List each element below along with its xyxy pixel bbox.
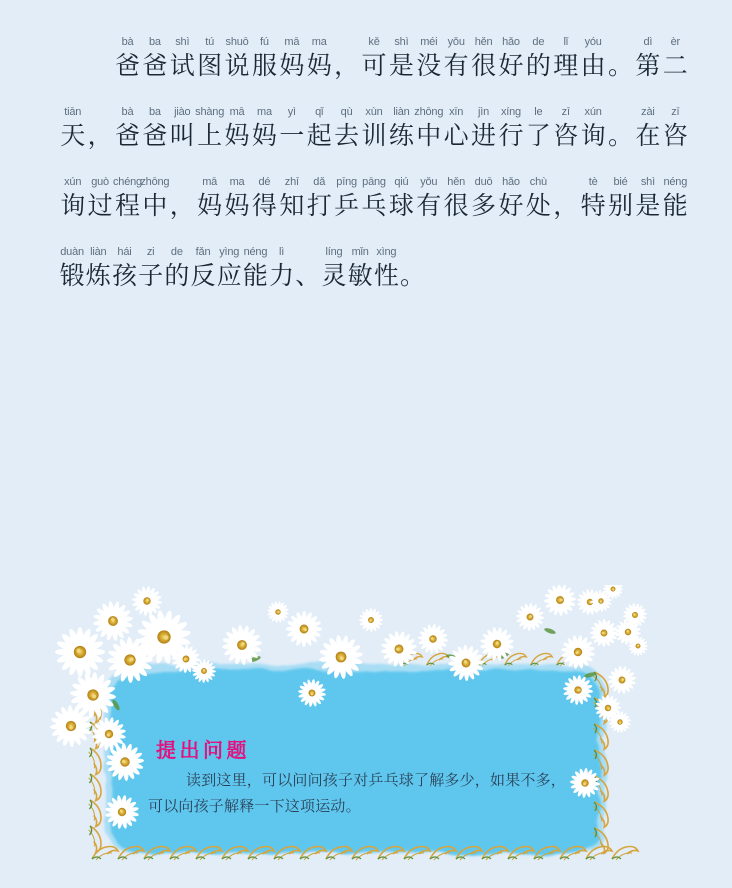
pinyin-annotation: pāng bbox=[362, 176, 386, 188]
hanzi-character: 进 bbox=[471, 123, 497, 150]
pinyin-annotation: zài bbox=[641, 106, 655, 118]
pinyin-annotation: zhī bbox=[284, 176, 299, 188]
syllable-column bbox=[497, 176, 524, 225]
daisy-flower bbox=[605, 663, 639, 697]
hanzi-character: 妈 bbox=[224, 123, 250, 150]
hanzi-character: 可 bbox=[361, 53, 387, 80]
pinyin-annotation: hěn bbox=[447, 176, 466, 188]
pinyin-annotation: shì bbox=[394, 36, 409, 48]
syllable-column bbox=[662, 106, 689, 155]
pinyin-annotation: ma bbox=[256, 106, 272, 118]
pinyin-annotation: guò bbox=[91, 176, 109, 188]
hanzi-character: 起 bbox=[306, 123, 332, 150]
pinyin-annotation: xùn bbox=[365, 106, 383, 118]
syllable-column bbox=[415, 176, 442, 225]
hanzi-character: 说 bbox=[224, 53, 250, 80]
pinyin-annotation: mǐn bbox=[351, 246, 369, 258]
pinyin-annotation: ba bbox=[148, 106, 161, 118]
pinyin-annotation: néng bbox=[663, 176, 688, 188]
syllable-column bbox=[415, 106, 442, 155]
hanzi-character: 乒 bbox=[334, 193, 360, 220]
pinyin-annotation: méi bbox=[420, 36, 438, 48]
reading-text bbox=[59, 36, 699, 316]
hanzi-character: 爸 bbox=[114, 53, 140, 80]
hanzi-character: ， bbox=[87, 123, 113, 150]
hanzi-character: 子 bbox=[138, 263, 164, 290]
syllable-column bbox=[114, 36, 141, 85]
hanzi-character: 敏 bbox=[347, 263, 373, 290]
hanzi-character: 力 bbox=[269, 263, 295, 290]
hanzi-character: 有 bbox=[416, 193, 442, 220]
question-box-body bbox=[148, 768, 578, 820]
hanzi-character: 在 bbox=[635, 123, 661, 150]
syllable-column bbox=[399, 246, 425, 295]
pinyin-annotation: xìng bbox=[376, 246, 397, 258]
syllable-column bbox=[59, 246, 85, 295]
hanzi-character: 咨 bbox=[553, 123, 579, 150]
hanzi-character: 球 bbox=[388, 193, 414, 220]
syllable-column bbox=[190, 246, 216, 295]
syllable-column bbox=[141, 176, 168, 225]
hanzi-character: 多 bbox=[471, 193, 497, 220]
hanzi-character: 由 bbox=[580, 53, 606, 80]
hanzi-character: 程 bbox=[114, 193, 140, 220]
pinyin-annotation: qiú bbox=[394, 176, 409, 188]
syllable-column bbox=[138, 246, 164, 295]
hanzi-character: ， bbox=[169, 193, 195, 220]
pinyin-annotation: zī bbox=[561, 106, 570, 118]
pinyin-annotation: mā bbox=[284, 36, 300, 48]
syllable-column bbox=[607, 176, 634, 225]
pinyin-annotation: xíng bbox=[500, 106, 521, 118]
pinyin-annotation: pīng bbox=[336, 176, 357, 188]
hanzi-character: 服 bbox=[251, 53, 277, 80]
hanzi-character: 炼 bbox=[85, 263, 111, 290]
hanzi-character: 妈 bbox=[224, 193, 250, 220]
daisy-flower bbox=[515, 602, 545, 632]
pinyin-annotation: tè bbox=[588, 176, 598, 188]
syllable-column bbox=[470, 36, 497, 85]
syllable-column bbox=[321, 246, 347, 295]
hanzi-character: 锻 bbox=[59, 263, 85, 290]
hanzi-character: 叫 bbox=[169, 123, 195, 150]
pinyin-annotation: yǒu bbox=[447, 36, 465, 48]
pinyin-annotation: dǎ bbox=[313, 176, 326, 188]
syllable-column bbox=[470, 176, 497, 225]
daisy-flower bbox=[55, 627, 105, 677]
pinyin-annotation: liàn bbox=[393, 106, 410, 118]
hanzi-character: 了 bbox=[525, 123, 551, 150]
pinyin-annotation: yì bbox=[287, 106, 296, 118]
syllable-column bbox=[196, 36, 223, 85]
pinyin-annotation: hǎo bbox=[502, 176, 520, 188]
hanzi-character: 中 bbox=[142, 193, 168, 220]
hanzi-character: 别 bbox=[608, 193, 634, 220]
syllable-column bbox=[251, 176, 278, 225]
hanzi-character: 妈 bbox=[251, 123, 277, 150]
daisy-flower bbox=[359, 608, 383, 632]
hanzi-character: 心 bbox=[443, 123, 469, 150]
pinyin-annotation: ma bbox=[229, 176, 245, 188]
question-box-body-line: 可以向孩子解释一下这项运动。 bbox=[148, 798, 361, 815]
syllable-column bbox=[196, 176, 223, 225]
hanzi-character: 第 bbox=[635, 53, 661, 80]
hanzi-character: 上 bbox=[197, 123, 223, 150]
pinyin-annotation: bié bbox=[613, 176, 628, 188]
syllable-column bbox=[223, 106, 250, 155]
syllable-column bbox=[415, 36, 442, 85]
hanzi-character: 过 bbox=[87, 193, 113, 220]
syllable-column bbox=[470, 106, 497, 155]
pinyin-annotation: shuō bbox=[225, 36, 249, 48]
pinyin-annotation: lì bbox=[279, 246, 285, 258]
hanzi-character: 询 bbox=[60, 193, 86, 220]
syllable-column bbox=[634, 106, 661, 155]
pinyin-annotation: de bbox=[170, 246, 183, 258]
hanzi-character: 能 bbox=[662, 193, 688, 220]
hanzi-character: 询 bbox=[580, 123, 606, 150]
text-line bbox=[59, 36, 699, 85]
pinyin-annotation: lǐ bbox=[563, 36, 568, 48]
syllable-column bbox=[552, 36, 579, 85]
syllable-column bbox=[360, 176, 387, 225]
pinyin-annotation: jiào bbox=[174, 106, 191, 118]
syllable-column bbox=[373, 246, 399, 295]
syllable-column bbox=[388, 176, 415, 225]
syllable-column bbox=[251, 106, 278, 155]
hanzi-character: 很 bbox=[443, 193, 469, 220]
hanzi-character: 能 bbox=[242, 263, 268, 290]
hanzi-character: 知 bbox=[279, 193, 305, 220]
syllable-column bbox=[306, 176, 333, 225]
pinyin-annotation: chéng bbox=[112, 176, 142, 188]
pinyin-annotation: tiān bbox=[64, 106, 82, 118]
syllable-column bbox=[333, 36, 360, 85]
hanzi-character: 试 bbox=[169, 53, 195, 80]
hanzi-character: 去 bbox=[334, 123, 360, 150]
pinyin-annotation: qǐ bbox=[315, 106, 324, 118]
syllable-column bbox=[306, 36, 333, 85]
pinyin-annotation: mā bbox=[202, 176, 218, 188]
hanzi-character: 有 bbox=[443, 53, 469, 80]
pinyin-annotation: bà bbox=[121, 106, 134, 118]
syllable-column bbox=[388, 106, 415, 155]
hanzi-character: ， bbox=[553, 193, 579, 220]
hanzi-character: 孩 bbox=[111, 263, 137, 290]
hanzi-character: 应 bbox=[216, 263, 242, 290]
hanzi-character: 爸 bbox=[114, 123, 140, 150]
syllable-column bbox=[164, 246, 190, 295]
pinyin-annotation: duō bbox=[474, 176, 493, 188]
hanzi-character: 中 bbox=[416, 123, 442, 150]
pinyin-annotation: dì bbox=[643, 36, 653, 48]
daisy-flower bbox=[220, 623, 264, 667]
question-box-body-line: 读到这里，可以问问孩子对乒乓球了解多少，如果不多， bbox=[186, 772, 567, 789]
hanzi-character: 性 bbox=[373, 263, 399, 290]
syllable-column bbox=[141, 106, 168, 155]
pinyin-annotation: shì bbox=[175, 36, 190, 48]
hanzi-character: 特 bbox=[580, 193, 606, 220]
hanzi-character: 。 bbox=[608, 53, 634, 80]
syllable-column bbox=[552, 176, 579, 225]
syllable-column bbox=[251, 36, 278, 85]
pinyin-annotation: yóu bbox=[584, 36, 602, 48]
hanzi-character: 好 bbox=[498, 53, 524, 80]
pinyin-annotation: bà bbox=[121, 36, 134, 48]
hanzi-character: 的 bbox=[164, 263, 190, 290]
pinyin-annotation: chù bbox=[529, 176, 547, 188]
syllable-column bbox=[388, 36, 415, 85]
hanzi-character: 。 bbox=[608, 123, 634, 150]
syllable-column bbox=[114, 176, 141, 225]
syllable-column bbox=[634, 36, 661, 85]
syllable-column bbox=[169, 176, 196, 225]
hanzi-character: 是 bbox=[388, 53, 414, 80]
pinyin-annotation: dé bbox=[258, 176, 271, 188]
pinyin-annotation: zhōng bbox=[414, 106, 444, 118]
hanzi-character: 乓 bbox=[361, 193, 387, 220]
paragraph-indent bbox=[59, 36, 114, 85]
pinyin-annotation: èr bbox=[670, 36, 680, 48]
pinyin-annotation: xún bbox=[584, 106, 602, 118]
syllable-column bbox=[216, 246, 242, 295]
syllable-column bbox=[306, 106, 333, 155]
text-line bbox=[59, 106, 699, 155]
syllable-column bbox=[579, 176, 606, 225]
syllable-column bbox=[525, 106, 552, 155]
syllable-column bbox=[360, 36, 387, 85]
pinyin-annotation: fǎn bbox=[195, 246, 211, 258]
hanzi-character: 咨 bbox=[662, 123, 688, 150]
daisy-flower bbox=[414, 620, 451, 657]
hanzi-character: 妈 bbox=[306, 53, 332, 80]
syllable-column bbox=[169, 106, 196, 155]
syllable-column bbox=[223, 36, 250, 85]
syllable-column bbox=[85, 246, 111, 295]
pinyin-annotation: kě bbox=[368, 36, 380, 48]
syllable-column bbox=[169, 36, 196, 85]
pinyin-annotation: le bbox=[534, 106, 543, 118]
syllable-column bbox=[497, 106, 524, 155]
hanzi-character: 。 bbox=[400, 263, 426, 290]
hanzi-character: 行 bbox=[498, 123, 524, 150]
syllable-column bbox=[59, 176, 86, 225]
syllable-column bbox=[333, 176, 360, 225]
hanzi-character: 练 bbox=[388, 123, 414, 150]
syllable-column bbox=[278, 36, 305, 85]
hanzi-character: 妈 bbox=[279, 53, 305, 80]
syllable-column bbox=[242, 246, 268, 295]
pinyin-annotation: mā bbox=[229, 106, 245, 118]
syllable-column bbox=[86, 176, 113, 225]
syllable-column bbox=[141, 36, 168, 85]
hanzi-character: 理 bbox=[553, 53, 579, 80]
pinyin-annotation: ba bbox=[148, 36, 161, 48]
syllable-column bbox=[525, 36, 552, 85]
hanzi-character: 爸 bbox=[142, 123, 168, 150]
pinyin-annotation: zi bbox=[146, 246, 155, 258]
pinyin-annotation: de bbox=[532, 36, 545, 48]
pinyin-annotation: líng bbox=[325, 246, 343, 258]
hanzi-character: 天 bbox=[60, 123, 86, 150]
pinyin-annotation: néng bbox=[243, 246, 268, 258]
hanzi-character: 得 bbox=[251, 193, 277, 220]
daisy-flower bbox=[537, 585, 582, 623]
pinyin-annotation: yǒu bbox=[420, 176, 438, 188]
pinyin-annotation: xún bbox=[64, 176, 82, 188]
syllable-column bbox=[196, 106, 223, 155]
text-line bbox=[59, 176, 699, 225]
pinyin-annotation: yìng bbox=[219, 246, 240, 258]
daisy-flower bbox=[584, 613, 624, 653]
hanzi-character: 是 bbox=[635, 193, 661, 220]
hanzi-character: 反 bbox=[190, 263, 216, 290]
hanzi-character: 图 bbox=[197, 53, 223, 80]
syllable-column bbox=[278, 106, 305, 155]
pinyin-annotation: qù bbox=[340, 106, 353, 118]
syllable-column bbox=[360, 106, 387, 155]
syllable-column bbox=[442, 176, 469, 225]
pinyin-annotation: ma bbox=[311, 36, 327, 48]
hanzi-character: 处 bbox=[525, 193, 551, 220]
hanzi-character: 的 bbox=[525, 53, 551, 80]
pinyin-annotation: duàn bbox=[60, 246, 84, 258]
syllable-column bbox=[86, 106, 113, 155]
syllable-column bbox=[497, 36, 524, 85]
syllable-column bbox=[552, 106, 579, 155]
hanzi-character: 好 bbox=[498, 193, 524, 220]
pinyin-annotation: jìn bbox=[478, 106, 490, 118]
syllable-column bbox=[607, 106, 634, 155]
syllable-column bbox=[525, 176, 552, 225]
pinyin-annotation: tú bbox=[205, 36, 215, 48]
syllable-column bbox=[579, 36, 606, 85]
syllable-column bbox=[662, 176, 689, 225]
hanzi-character: 打 bbox=[306, 193, 332, 220]
syllable-column bbox=[59, 106, 86, 155]
question-box bbox=[50, 585, 690, 888]
hanzi-character: 二 bbox=[662, 53, 688, 80]
pinyin-annotation: hái bbox=[117, 246, 132, 258]
syllable-column bbox=[223, 176, 250, 225]
syllable-column bbox=[269, 246, 295, 295]
hanzi-character: 没 bbox=[416, 53, 442, 80]
hanzi-character: ， bbox=[334, 53, 360, 80]
syllable-column bbox=[579, 106, 606, 155]
question-box-title: 提出问题 bbox=[156, 740, 250, 762]
hanzi-character: 一 bbox=[279, 123, 305, 150]
hanzi-character: 灵 bbox=[321, 263, 347, 290]
hanzi-character: 妈 bbox=[197, 193, 223, 220]
pinyin-annotation: zī bbox=[671, 106, 680, 118]
syllable-column bbox=[634, 176, 661, 225]
syllable-column bbox=[278, 176, 305, 225]
pinyin-annotation: shàng bbox=[195, 106, 225, 118]
text-line bbox=[59, 246, 699, 295]
hanzi-character: 、 bbox=[295, 263, 321, 290]
syllable-column bbox=[662, 36, 689, 85]
pinyin-annotation: hǎo bbox=[502, 36, 520, 48]
syllable-column bbox=[607, 36, 634, 85]
syllable-column bbox=[333, 106, 360, 155]
pinyin-annotation: fú bbox=[260, 36, 269, 48]
syllable-column bbox=[442, 106, 469, 155]
pinyin-annotation: hěn bbox=[474, 36, 493, 48]
pinyin-annotation: shì bbox=[640, 176, 655, 188]
hanzi-character: 训 bbox=[361, 123, 387, 150]
syllable-column bbox=[114, 106, 141, 155]
pinyin-annotation: zhōng bbox=[140, 176, 170, 188]
pinyin-annotation: xīn bbox=[449, 106, 464, 118]
syllable-column bbox=[442, 36, 469, 85]
syllable-column bbox=[295, 246, 321, 295]
hanzi-character: 很 bbox=[471, 53, 497, 80]
syllable-column bbox=[347, 246, 373, 295]
syllable-column bbox=[111, 246, 137, 295]
pinyin-annotation: liàn bbox=[90, 246, 107, 258]
hanzi-character: 爸 bbox=[142, 53, 168, 80]
